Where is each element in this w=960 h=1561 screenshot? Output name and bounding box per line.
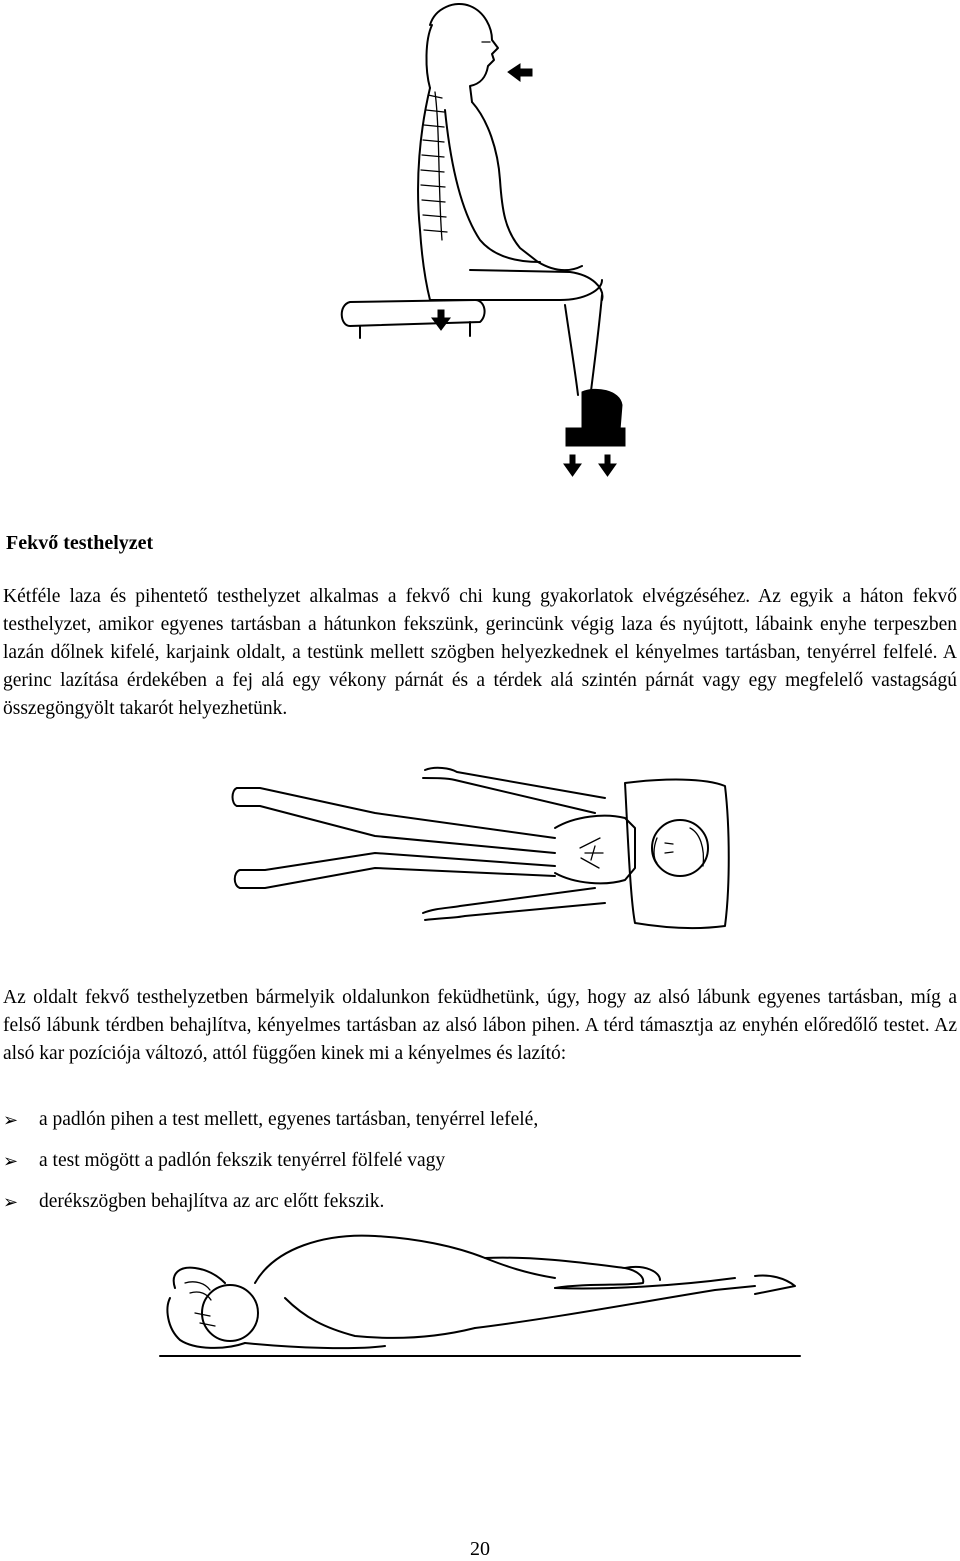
arm-position-list: [3, 1106, 538, 1229]
list-item: [3, 1147, 538, 1188]
list-item: [3, 1188, 538, 1229]
list-item-text: a test mögött a padlón fekszik tenyérrel fölfelé vagy: [39, 1150, 446, 1171]
side-lying-posture-illustration: [155, 1228, 805, 1388]
supine-posture-illustration: [225, 758, 735, 933]
arrowhead-bullet-icon: ➢: [3, 1192, 19, 1212]
section-heading: Fekvő testhelyzet: [6, 532, 154, 554]
arrowhead-bullet-icon: ➢: [3, 1151, 19, 1171]
paragraph-side: Az oldalt fekvő testhelyzetben bármelyik oldalunkon feküdhetünk, úgy, hogy az alsó lábunk egyenes tartásban, míg a felső lábunk térdben behajlítva, kényelmes tartásban az alsó lábon pihen. A térd támasztja az enyhén előredőlő testet. Az alsó kar pozíciója változó, attól függően kinek mi a kényelmes és lazító:: [3, 987, 957, 1064]
list-item-text: derékszögben behajlítva az arc előtt fekszik.: [39, 1191, 385, 1212]
paragraph-supine: Kétféle laza és pihentető testhelyzet alkalmas a fekvő chi kung gyakorlatok elvégzéséhez. Az egyik a háton fekvő testhelyzet, amikor egyenes tartásban a hátunkon fekszünk, gerincünk végig laza és nyújtott, lábaink enyhe terpeszben lazán dőlnek kifelé, karjaink oldalt, a testünk mellett szögben helyezkednek el kényelmes tartásban, tenyérrel felfelé. A gerinc lazítása érdekében a fej alá egy vékony párnát és a térdek alá szintén párnát vagy egy megfelelő vastagságú összegöngyölt takarót helyezhetünk.: [3, 586, 957, 719]
seated-posture-illustration: [320, 0, 640, 490]
list-item: [3, 1106, 538, 1147]
page-number: 20: [470, 1538, 490, 1560]
arrowhead-bullet-icon: ➢: [3, 1110, 19, 1130]
list-item-text: a padlón pihen a test mellett, egyenes tartásban, tenyérrel lefelé,: [39, 1109, 539, 1130]
